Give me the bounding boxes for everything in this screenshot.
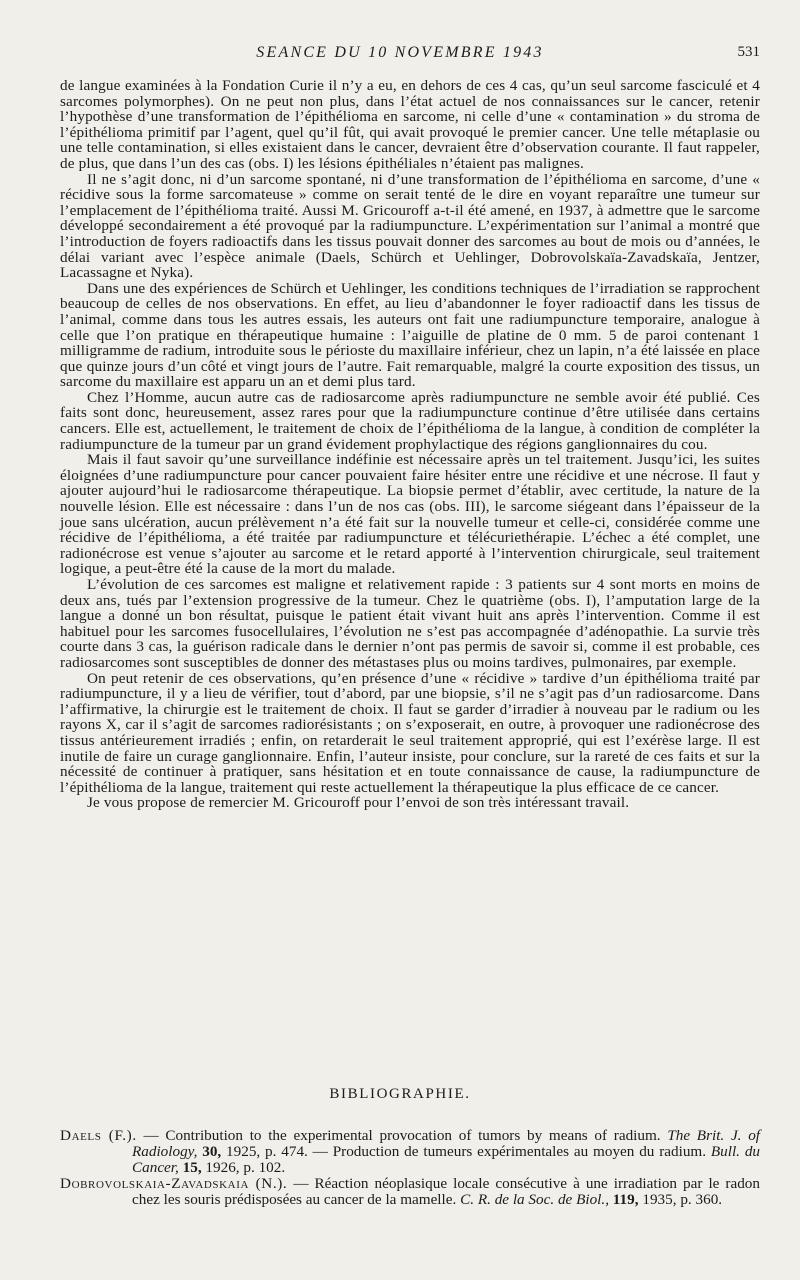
bib-volume: 119,: [612, 1191, 639, 1208]
bib-text: 1925, p. 474. — Production de tumeurs expérimentales au moyen du radium.: [221, 1143, 711, 1160]
paragraph: L’évolution de ces sarcomes est maligne et relativement rapide : 3 patients sur 4 sont morts en moins de deux ans, tués par l’extension progressive de la tumeur. Chez le quatrième (obs. I), l’amputation large de la langue a donné un bon résultat, puisque le patient était vivant huit ans après l’intervention. Comme il est habituel pour les sarcomes fusocellulaires, l’évolution ne s’est pas accompagnée d’adénopathie. La survie très courte dans 3 cas, la guérison radicale dans le dernier n’ont pas permis de savoir si, comme il est probable, ces radiosarcomes sont susceptibles de donner des métastases plus ou moins tardives, pulmonaires, par exemple.: [60, 576, 760, 671]
article-body: [60, 78, 760, 811]
paragraph: Chez l’Homme, aucun autre cas de radiosarcome après radiumpuncture ne semble avoir été publié. Ces faits sont donc, heureusement, assez rares pour que la radiumpuncture continue d’être utilisée dans certains cancers. Elle est, actuellement, le traitement de choix de l’épithélioma de la langue, à condition de compléter la radiumpuncture de la tumeur par un grand évidement prophylactique des régions ganglionnaires du cou.: [60, 388, 760, 453]
bib-volume: 15,: [182, 1159, 202, 1176]
paragraph: de langue examinées à la Fondation Curie il n’y a eu, en dehors de ces 4 cas, qu’un seul sarcome fasciculé et 4 sarcomes polymorphes). On ne peut non plus, dans l’état actuel de nos connaissances sur le cancer, retenir l’hypothèse d’une transformation de l’épithélioma en sarcome, ni celle d’une « contamination » du stroma de l’épithélioma primitif par l’agent, quel qu’il fût, qui avait provoqué le premier cancer. Une telle métaplasie ou une telle contamination, si elles existaient dans le cancer, devraient être d’observation courante. Il faut rappeler, de plus, que dans l’un des cas (obs. I) les lésions épithéliales n’étaient pas malignes.: [60, 77, 760, 172]
bib-text: — Réaction néoplasique locale consécutive à une irradiation par le radon chez les souris prédisposées au cancer de la mamelle.: [132, 1175, 760, 1208]
page-number: 531: [737, 44, 760, 60]
bib-text: 1935, p. 360.: [638, 1191, 723, 1208]
bibliography-entry: [60, 1128, 760, 1176]
paragraph: Il ne s’agit donc, ni d’un sarcome spontané, ni d’une transformation de l’épithélioma en sarcome, d’une « récidive sous la forme sarcomateuse » comme on serait tenté de le dire en voyant reparaître une tumeur sur l’emplacement de l’épithélioma traité. Aussi M. Gricouroff a-t-il été amené, en 1937, à admettre que le sarcome développé secondairement a été provoqué par la radiumpuncture. L’expérimentation sur l’animal a montré que l’introduction de foyers radioactifs dans les tissus pouvait donner des sarcomes au bout de mois ou d’années, le délai variant avec l’espèce animale (Daels, Schürch et Uehlinger, Dobrovolskaïa-Zavadskaïa, Jentzer, Lacassagne et Nyka).: [60, 170, 760, 282]
bib-author: Dobrovolskaia-Zavadskaia (N.).: [60, 1175, 288, 1192]
bib-volume: 30,: [202, 1143, 222, 1160]
running-head: [40, 44, 760, 66]
paragraph: On peut retenir de ces observations, qu’en présence d’une « récidive » tardive d’un épithélioma traité par radiumpuncture, il y a lieu de vérifier, tout d’abord, par une biopsie, s’il ne s’agit pas d’un radiosarcome. Dans l’affirmative, la chirurgie est le traitement de choix. Il faut se garder d’irradier à nouveau par le radium ou les rayons X, car il s’agit de sarcomes radiorésistants ; on s’exposerait, en outre, à provoquer une radionécrose des tissus antérieurement irradiés ; enfin, on retarderait le seul traitement approprié, qui est l’exérèse large. Il est inutile de faire un curage ganglionnaire. Enfin, l’auteur insiste, pour conclure, sur la rareté de ces faits et sur la nécessité de continuer à pratiquer, sans hésitation et en toute connaissance de cause, la radiumpuncture de l’épithélioma de la langue, traitement qui reste actuellement la thérapeutique la plus efficace de ce cancer.: [60, 669, 760, 796]
paragraph: Mais il faut savoir qu’une surveillance indéfinie est nécessaire après un tel traitement. Jusqu’ici, les suites éloignées d’une radiumpuncture pour cancer pouvaient faire hésiter entre une récidive et une nécrose. Il faut y ajouter aujourd’hui le radiosarcome thérapeutique. La biopsie permet d’établir, avec certitude, la nature de la nouvelle lésion. Elle est nécessaire : dans l’un de nos cas (obs. III), le sarcome siégeant dans l’épaisseur de la joue sans ulcération, aucun prélèvement n’a été fait sur la nouvelle tumeur et celle-ci, considérée comme une récidive de l’épithélioma, a été traitée par radiumpuncture et télécuriethérapie. L’échec a été complet, une radionécrose est venue s’ajouter au sarcome et le retard apporté à l’intervention chirurgicale, seul traitement logique, a peut-être été la cause de la mort du malade.: [60, 451, 760, 578]
bibliography-entry: [60, 1176, 760, 1208]
running-title: SEANCE DU 10 NOVEMBRE 1943: [256, 44, 544, 61]
paragraph: Je vous propose de remercier M. Gricouroff pour l’envoi de son très intéressant travail.: [87, 794, 630, 812]
bib-text: 1926, p. 102.: [201, 1159, 286, 1176]
bib-journal: C. R. de la Soc. de Biol.,: [460, 1191, 609, 1208]
bib-text: — Contribution to the experimental provocation of tumors by means of radium.: [136, 1127, 668, 1144]
paragraph: Dans une des expériences de Schürch et Uehlinger, les conditions techniques de l’irradiation se rapprochent beaucoup de celles de nos observations. En effet, au lieu d’abandonner le foyer radioactif dans les tissus de l’animal, comme dans tous les autres essais, les auteurs ont fait une radiumpuncture temporaire, analogue à celle que l’on pratique en thérapeutique humaine : l’aiguille de platine de 0 mm. 5 de paroi contenant 1 milligramme de radium, introduite sous le périoste du maxillaire inférieur, chez un lapin, n’a été laissée en place que quinze jours d’un côté et vingt jours de l’autre. Fait remarquable, malgré la courte exposition des tissus, un sarcome du maxillaire est apparu un an et demi plus tard.: [60, 279, 760, 391]
bibliography: [60, 1128, 760, 1208]
bib-author: Daels (F.).: [60, 1127, 137, 1144]
bibliography-heading: BIBLIOGRAPHIE.: [329, 1086, 471, 1102]
bib-journal: Bull. du Cancer,: [132, 1143, 761, 1176]
bib-journal: The Brit. J. of Radiology,: [132, 1127, 761, 1160]
